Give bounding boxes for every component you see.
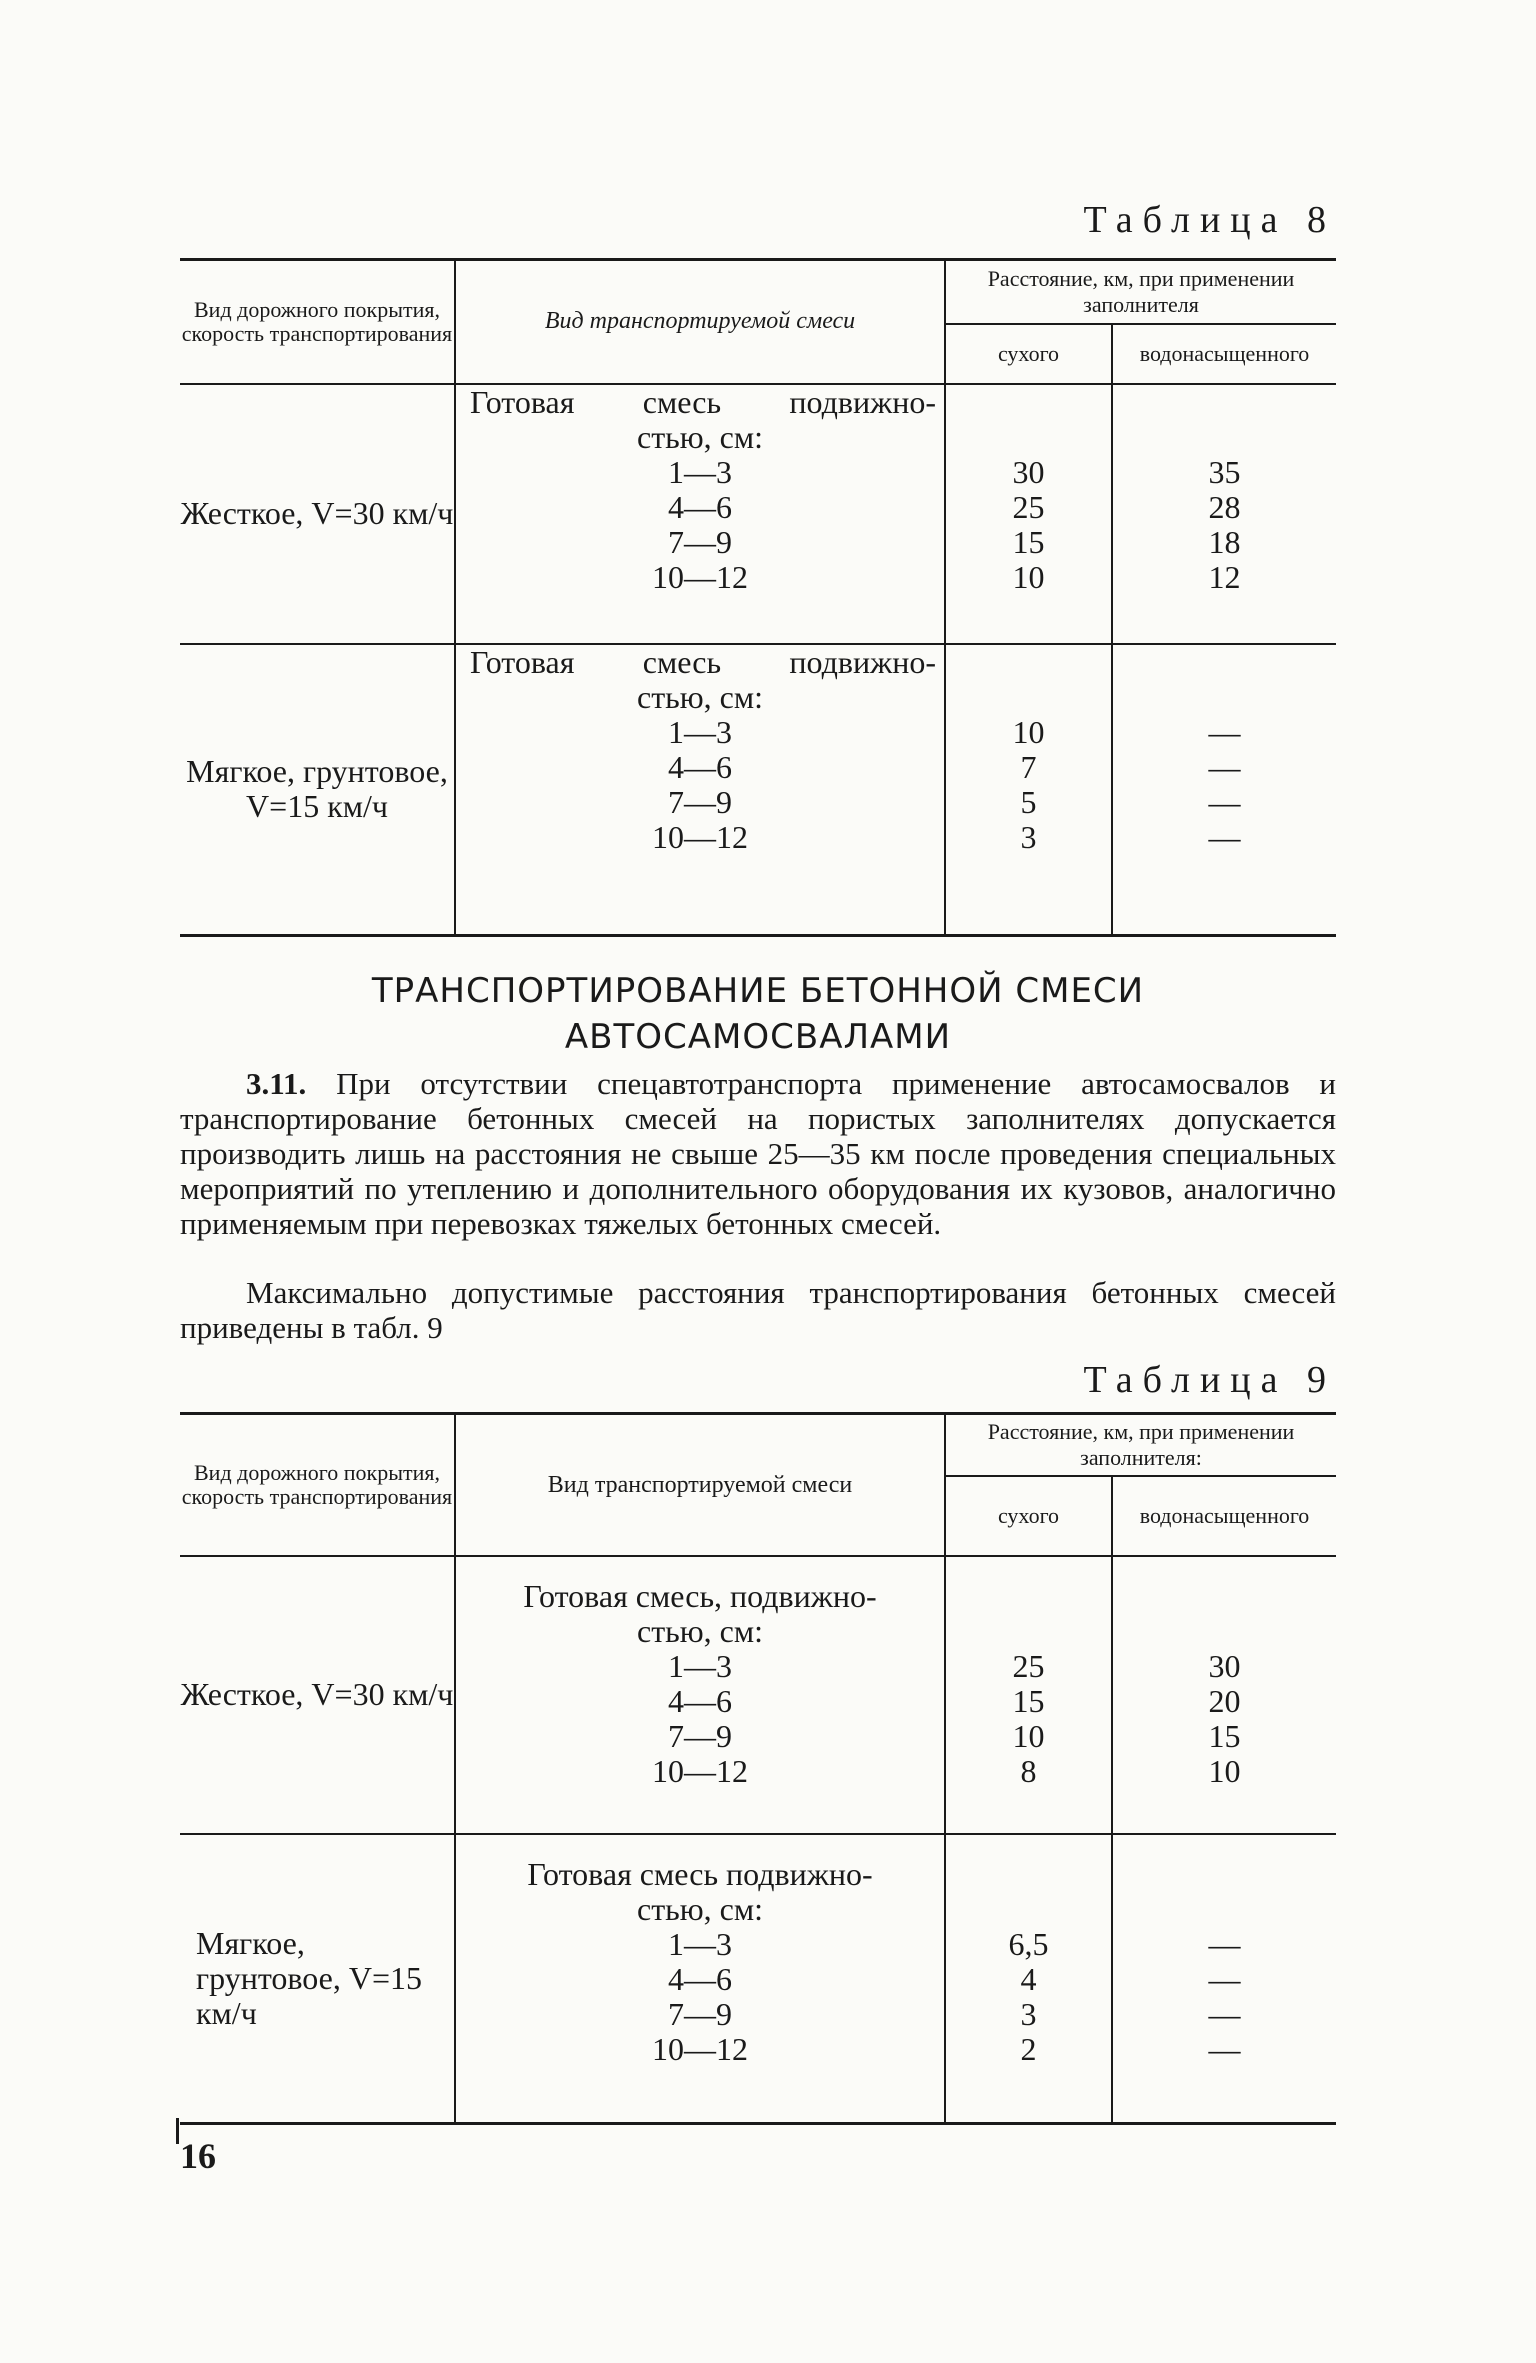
header-dry: сухого xyxy=(945,1476,1112,1556)
header-distance: Расстояние, км, при применении заполнителя: xyxy=(945,1414,1336,1476)
wet-value: — xyxy=(1208,713,1241,750)
dry-value: 4 xyxy=(1020,1960,1037,1997)
mix-line: стью, см: xyxy=(636,678,764,715)
header-surface: Вид дорожного покрытия, скорость транспортирования xyxy=(180,260,455,384)
mobility-range: 7—9 xyxy=(668,783,732,820)
dry-value: 2 xyxy=(1020,2030,1037,2067)
wet-value: 10 xyxy=(1208,1752,1241,1789)
dry-value: 30 xyxy=(1012,453,1045,490)
table-row xyxy=(180,1556,1336,1834)
mobility-range: 1—3 xyxy=(668,1647,732,1684)
page-number: 16 xyxy=(180,2136,216,2176)
surface-cell: Мягкое, грунтовое, V=15 км/ч xyxy=(180,644,455,936)
mobility-range: 10—12 xyxy=(652,818,748,855)
surface-cell: Мягкое, грунтовое, V=15 км/ч xyxy=(180,1834,455,2124)
mobility-range: 10—12 xyxy=(652,558,748,595)
dry-values-cell xyxy=(945,1556,1112,1834)
dry-value: 7 xyxy=(1020,748,1037,785)
mobility-range: 1—3 xyxy=(668,713,732,750)
header-mix: Вид транспортируемой смеси xyxy=(455,260,945,384)
wet-value: 20 xyxy=(1208,1682,1241,1719)
mobility-range: 7—9 xyxy=(668,1717,732,1754)
wet-value: — xyxy=(1208,818,1241,855)
dry-value: 25 xyxy=(1012,1647,1045,1684)
dry-value: 3 xyxy=(1020,1995,1037,2032)
wet-value: 30 xyxy=(1208,1647,1241,1684)
mix-line: Готовая смесь подвижно- xyxy=(470,643,936,680)
paragraph-reference: Максимально допустимые расстояния транспортирования бетонных смесей приведены в табл. 9 xyxy=(180,1275,1336,1345)
dry-value: 8 xyxy=(1020,1752,1037,1789)
wet-values-cell xyxy=(1112,1834,1336,2124)
section-title-line: АВТОСАМОСВАЛАМИ xyxy=(564,1017,952,1057)
table-row xyxy=(180,644,1336,936)
wet-value: — xyxy=(1208,1925,1241,1962)
dry-values-cell xyxy=(945,644,1112,936)
header-distance: Расстояние, км, при применении заполнителя xyxy=(945,260,1336,324)
wet-value: — xyxy=(1208,748,1241,785)
dry-value: 10 xyxy=(1012,713,1045,750)
mix-line: стью, см: xyxy=(636,1890,764,1927)
mobility-range: 4—6 xyxy=(668,748,732,785)
mobility-range: 4—6 xyxy=(668,1682,732,1719)
wet-value: — xyxy=(1208,1995,1241,2032)
header-wet: водонасыщенного xyxy=(1112,1476,1336,1556)
dry-value: 6,5 xyxy=(1008,1925,1049,1962)
mobility-range: 10—12 xyxy=(652,2030,748,2067)
mix-cell xyxy=(455,1556,945,1834)
mobility-range: 10—12 xyxy=(652,1752,748,1789)
mix-cell xyxy=(455,644,945,936)
mix-cell xyxy=(455,384,945,644)
table-8 xyxy=(180,258,1336,937)
wet-value: — xyxy=(1208,2030,1241,2067)
header-wet: водонасыщенного xyxy=(1112,324,1336,384)
dry-values-cell xyxy=(945,384,1112,644)
section-title-line: ТРАНСПОРТИРОВАНИЕ БЕТОННОЙ СМЕСИ xyxy=(371,971,1145,1011)
wet-value: 18 xyxy=(1208,523,1241,560)
dry-value: 10 xyxy=(1012,558,1045,595)
wet-value: 35 xyxy=(1208,453,1241,490)
wet-value: — xyxy=(1208,783,1241,820)
mix-line: Готовая смесь подвижно- xyxy=(527,1855,873,1892)
paragraph-text: При отсутствии спецавтотранспорта применение автосамосвалов и транспортирование бетонных смесей на пористых заполнителях допускается производить лишь на расстояния не свыше 25—35 км после проведения специальных мероприятий по утеплению и дополнительного оборудования их кузовов, аналогично применяемым при перевозках тяжелых бетонных смесей. xyxy=(180,1066,1336,1241)
paragraph-3-11 xyxy=(180,1066,1336,1241)
surface-cell: Жесткое, V=30 км/ч xyxy=(180,1556,455,1834)
wet-value: 12 xyxy=(1208,558,1241,595)
header-surface: Вид дорожного покрытия, скорость транспортирования xyxy=(180,1414,455,1556)
wet-value: — xyxy=(1208,1960,1241,1997)
dry-value: 15 xyxy=(1012,1682,1045,1719)
wet-values-cell xyxy=(1112,644,1336,936)
dry-value: 5 xyxy=(1020,783,1037,820)
dry-value: 10 xyxy=(1012,1717,1045,1754)
mobility-range: 1—3 xyxy=(668,1925,732,1962)
mix-line: стью, см: xyxy=(636,418,764,455)
wet-values-cell xyxy=(1112,384,1336,644)
mix-line: Готовая смесь, подвижно- xyxy=(523,1577,877,1614)
dry-value: 3 xyxy=(1020,818,1037,855)
mobility-range: 7—9 xyxy=(668,1995,732,2032)
dry-value: 15 xyxy=(1012,523,1045,560)
dry-values-cell xyxy=(945,1834,1112,2124)
wet-value: 15 xyxy=(1208,1717,1241,1754)
wet-value: 28 xyxy=(1208,488,1241,525)
surface-cell: Жесткое, V=30 км/ч xyxy=(180,384,455,644)
table-9 xyxy=(180,1412,1336,2125)
mobility-range: 1—3 xyxy=(668,453,732,490)
table-8-caption: Таблица 8 xyxy=(1083,199,1336,241)
mobility-range: 7—9 xyxy=(668,523,732,560)
dry-value: 25 xyxy=(1012,488,1045,525)
mix-cell xyxy=(455,1834,945,2124)
header-mix: Вид транспортируемой смеси xyxy=(455,1414,945,1556)
mobility-range: 4—6 xyxy=(668,488,732,525)
table-9-caption: Таблица 9 xyxy=(1083,1359,1336,1401)
section-title xyxy=(180,968,1336,1060)
clause-number: 3.11. xyxy=(246,1066,307,1101)
table-row xyxy=(180,384,1336,644)
mix-line: стью, см: xyxy=(636,1612,764,1649)
wet-values-cell xyxy=(1112,1556,1336,1834)
mobility-range: 4—6 xyxy=(668,1960,732,1997)
header-dry: сухого xyxy=(945,324,1112,384)
margin-rule xyxy=(176,2118,179,2144)
mix-line: Готовая смесь подвижно- xyxy=(470,383,936,420)
table-row xyxy=(180,1834,1336,2124)
